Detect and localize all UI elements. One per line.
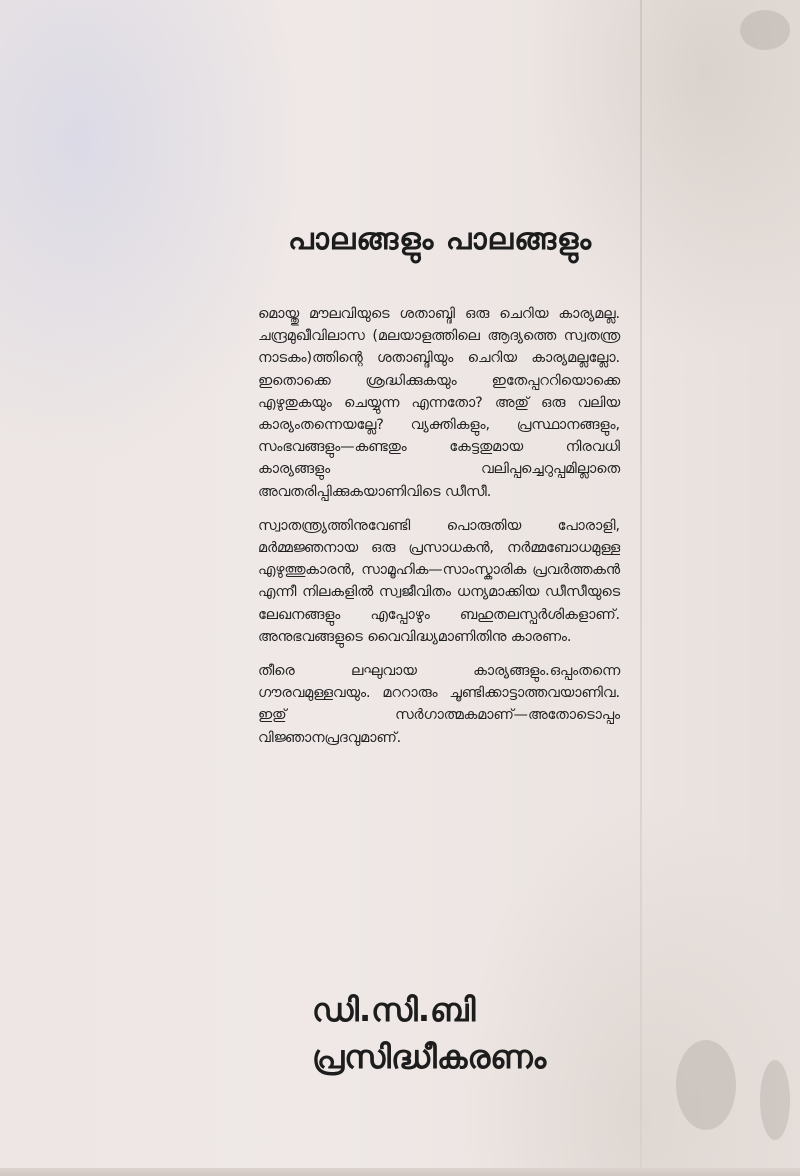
blurb-paragraph-3: തീരെ ലഘുവായ കാര്യങ്ങളും.ഒപ്പംതന്നെ ഗൗരവമുള്ളവയും. മററാരും ചൂണ്ടിക്കാട്ടാത്തവയാണിവ. ഇതു് സർഗാത്മകമാണ്—അതോടൊപ്പം വിജ്ഞാനപ്രദവുമാണ്. (258, 663, 620, 746)
blurb-paragraph-1: മൊയ്തു മൗലവിയുടെ ശതാബ്ദി ഒരു ചെറിയ കാര്യമല്ല. ചന്ദ്രമുഖീവിലാസ (മലയാളത്തിലെ ആദ്യത്തെ സ്വതന്ത്ര നാടകം)ത്തിന്റെ ശതാബ്ദിയും ചെറിയ കാര്യമല്ലല്ലോ. ഇതൊക്കെ ശ്രദ്ധിക്കുകയും ഇതേപ്പററിയൊക്കെ എഴുതുകയും ചെയ്യുന്ന എന്നതോ? അതു് ഒരു വലിയ കാര്യംതന്നെയല്ലേ? വ്യക്തികളും, പ്രസ്ഥാനങ്ങളും, സംഭവങ്ങളും—കണ്ടതും കേട്ടതുമായ നിരവധി കാര്യങ്ങളും വലിപ്പച്ചെറുപ്പമില്ലാതെ അവതരിപ്പിക്കുകയാണിവിടെ ഡീസീ. (258, 306, 620, 500)
blurb-paragraph-2: സ്വാതന്ത്ര്യത്തിനുവേണ്ടി പൊരുതിയ പോരാളി, മർമ്മജ്ഞനായ ഒരു പ്രസാധകൻ, നർമ്മബോധമുള്ള എഴുത്തുകാരൻ, സാമൂഹിക—സാംസ്കാരിക പ്രവർത്തകൻ എന്നീ നിലകളിൽ സ്വജീവിതം ധന്യമാക്കിയ ഡീസീയുടെ ലേഖനങ്ങളും എപ്പോഴും ബഹുതലസ്പർശികളാണ്. അനുഭവങ്ങളുടെ വൈവിദ്ധ്യമാണിതിനു കാരണം. (258, 517, 620, 645)
paper-stain (676, 1040, 736, 1130)
cover-bottom-edge (0, 1168, 800, 1176)
publisher-label: പ്രസിദ്ധീകരണം (312, 1038, 547, 1076)
blurb (258, 303, 620, 761)
publisher-name: ഡി.സി.ബി (312, 991, 476, 1029)
paper-stain (760, 1060, 790, 1140)
spine-fold (640, 0, 642, 1176)
publisher-imprint (312, 988, 546, 1082)
book-title: പാലങ്ങളും പാലങ്ങളും (287, 222, 593, 257)
paper-stain (740, 10, 790, 50)
